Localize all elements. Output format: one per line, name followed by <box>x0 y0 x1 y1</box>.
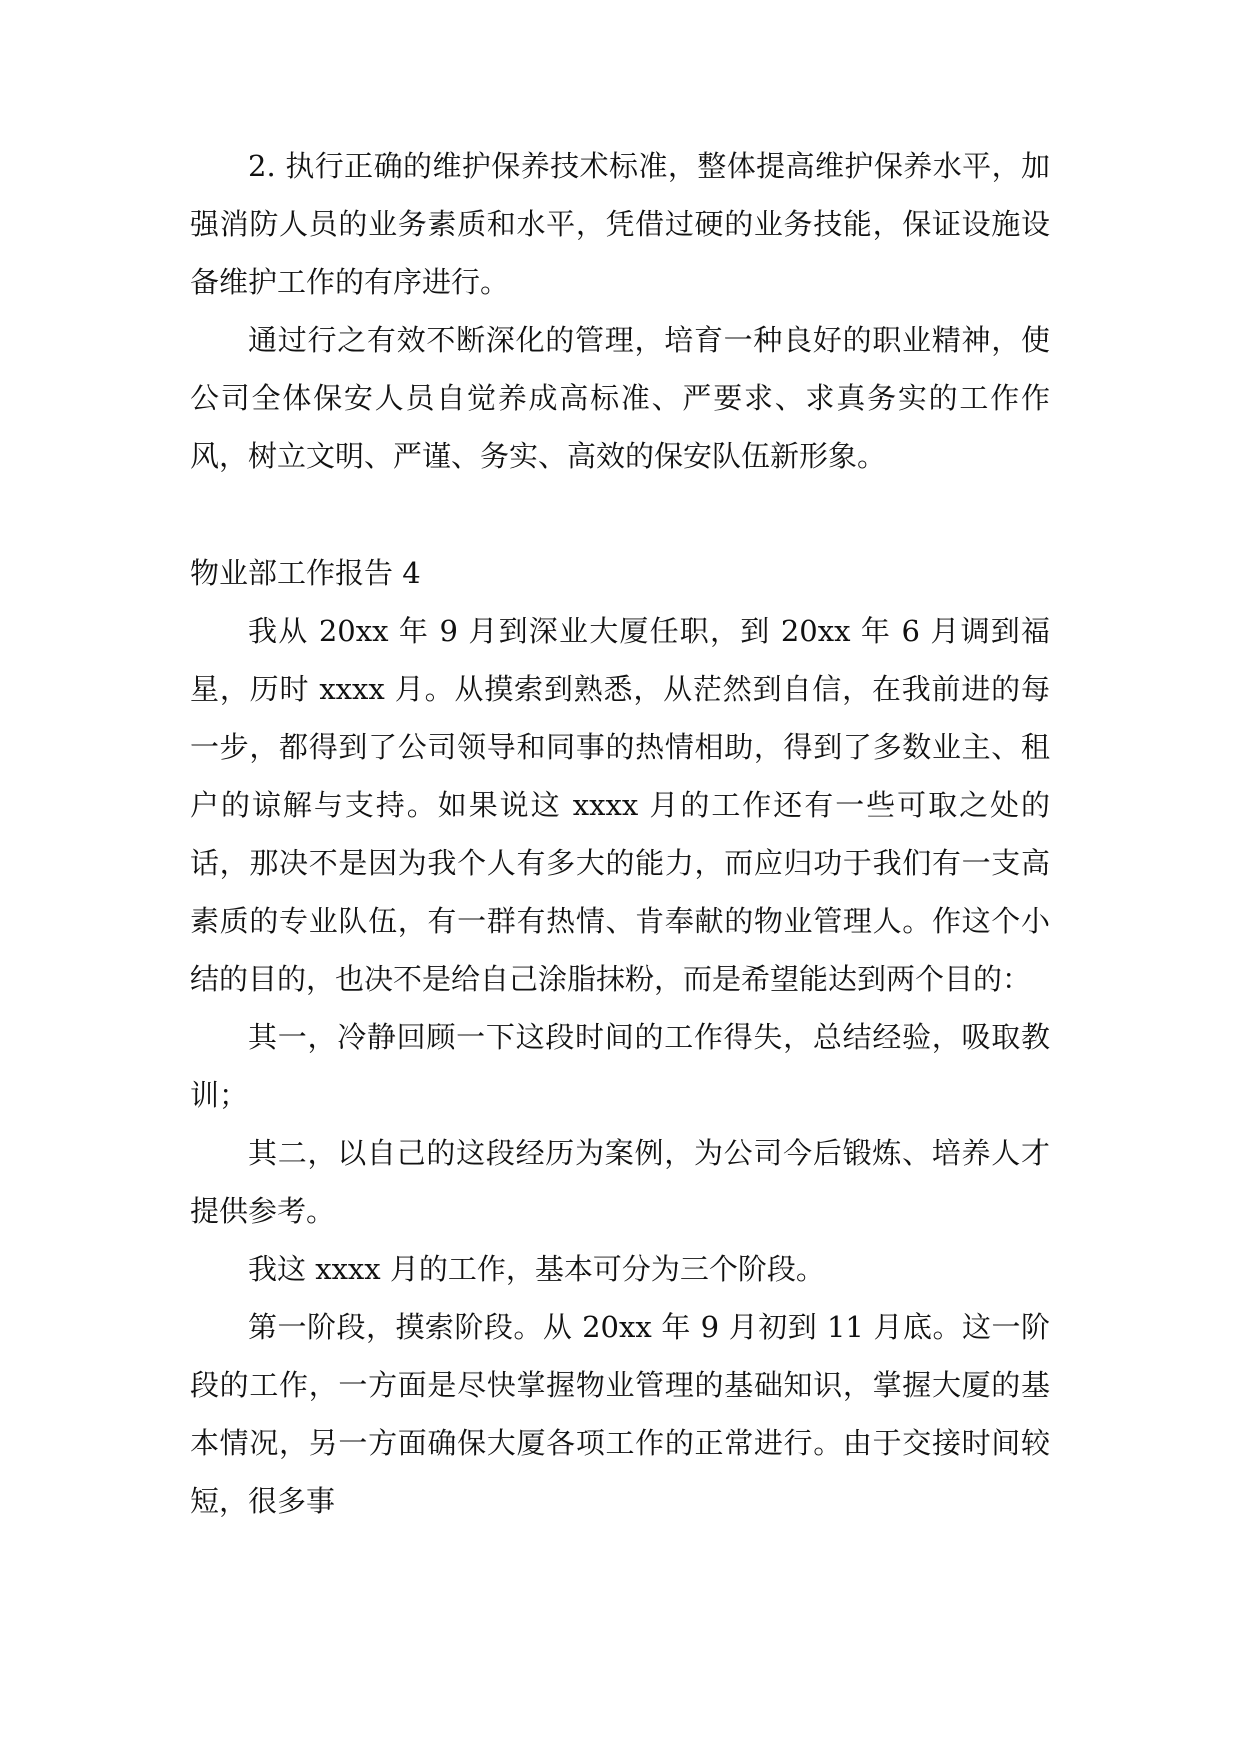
paragraph-maintenance-standard: 2. 执行正确的维护保养技术标准，整体提高维护保养水平，加强消防人员的业务素质和水平，凭借过硬的业务技能，保证设施设备维护工作的有序进行。 <box>190 149 1050 299</box>
section-a-body <box>190 137 1050 485</box>
paragraph-purpose-two: 其二，以自己的这段经历为案例，为公司今后锻炼、培养人才提供参考。 <box>190 1136 1050 1228</box>
paragraph-purpose-one: 其一，冷静回顾一下这段时间的工作得失，总结经验，吸取教训； <box>190 1020 1050 1112</box>
paragraph-three-stages: 我这 xxxx 月的工作，基本可分为三个阶段。 <box>248 1252 825 1286</box>
report-heading: 物业部工作报告 4 <box>190 556 421 590</box>
paragraph-career-summary: 我从 20xx 年 9 月到深业大厦任职，到 20xx 年 6 月调到福星，历时 xxxx 月。从摸索到熟悉，从茫然到自信，在我前进的每一步，都得到了公司领导和同事的热情相助，得到了多数业主、租户的谅解与支持。如果说这 xxxx 月的工作还有一些可取之处的话，那决不是因为我个人有多大的能力，而应归功于我们有一支高素质的专业队伍，有一群有热情、肯奉献的物业管理人。作这个小结的目的，也决不是给自己涂脂抹粉，而是希望能达到两个目的： <box>190 614 1050 996</box>
paragraph-management-spirit: 通过行之有效不断深化的管理，培育一种良好的职业精神，使公司全体保安人员自觉养成高标准、严要求、求真务实的工作作风，树立文明、严谨、务实、高效的保安队伍新形象。 <box>190 323 1050 473</box>
paragraph-stage-one: 第一阶段，摸索阶段。从 20xx 年 9 月初到 11 月底。这一阶段的工作，一方面是尽快掌握物业管理的基础知识，掌握大厦的基本情况，另一方面确保大厦各项工作的正常进行。由于交接时间较短，很多事 <box>190 1310 1050 1518</box>
section-b-body <box>190 602 1050 1530</box>
